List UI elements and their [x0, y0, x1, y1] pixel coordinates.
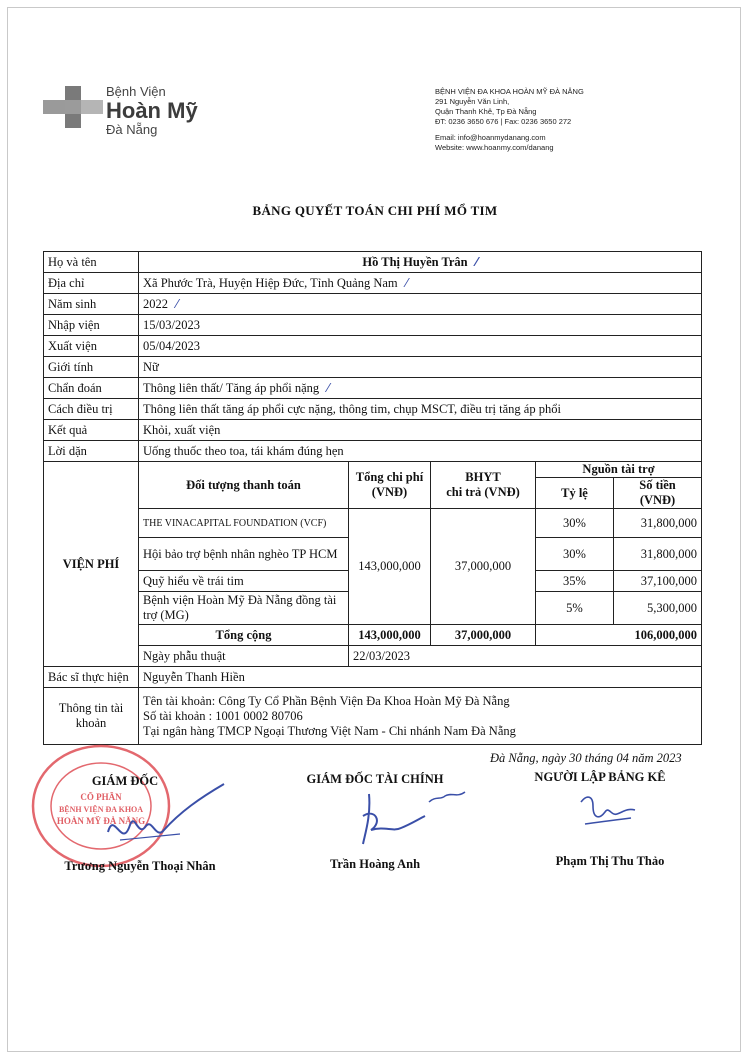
patient-address: Xã Phước Trà, Huyện Hiệp Đức, Tỉnh Quảng Nam ⁄ — [139, 273, 702, 294]
patient-advice: Uống thuốc theo toa, tái khám đúng hẹn — [139, 441, 702, 462]
logo-text: Bệnh Viện Hoàn Mỹ Đà Nẵng — [106, 84, 198, 137]
document-title: BẢNG QUYẾT TOÁN CHI PHÍ MỔ TIM — [252, 203, 498, 218]
surgery-doctor: Nguyễn Thanh Hiền — [139, 667, 702, 688]
patient-treatment: Thông liên thất tăng áp phổi cực nặng, thông tim, chụp MSCT, điều trị tăng áp phổi — [139, 399, 702, 420]
director-name: Trương Nguyễn Thoại Nhân — [64, 859, 216, 873]
address-line-2: Quận Thanh Khê, Tp Đà Nẵng — [435, 107, 537, 116]
fees-total-row: Tổng cộng 143,000,000 37,000,000 106,000,000 — [44, 625, 702, 646]
row-address: Địa chỉ Xã Phước Trà, Huyện Hiệp Đức, Tỉnh Quảng Nam ⁄ — [44, 273, 702, 294]
row-discharge: Xuất viện 05/04/2023 — [44, 336, 702, 357]
account-info — [139, 688, 702, 745]
svg-text:BỆNH VIỆN ĐA KHOA: BỆNH VIỆN ĐA KHOA — [58, 805, 144, 814]
account-name: Tên tài khoản: Công Ty Cổ Phần Bệnh Viện Đa Khoa Hoàn Mỹ Đà Nẵng — [143, 693, 510, 708]
col-total-cost: Tổng chi phí (VNĐ) — [349, 462, 431, 509]
patient-name: Hồ Thị Huyền Trân ⁄ — [139, 252, 702, 273]
cfo-signature-icon — [345, 786, 475, 850]
total-bhyt-sum: 37,000,000 — [431, 625, 536, 646]
row-admit: Nhập viện 15/03/2023 — [44, 315, 702, 336]
fee-row: THE VINACAPITAL FOUNDATION (VCF) 143,000,000 37,000,000 30% 31,800,000 — [44, 509, 702, 538]
fee-row: Hội bảo trợ bệnh nhân nghèo TP HCM 30% 31,800,000 — [44, 538, 702, 571]
address-line-1: 291 Nguyễn Văn Linh, — [435, 97, 510, 106]
surgery-date: 22/03/2023 — [349, 646, 702, 667]
patient-gender: Nữ — [139, 357, 702, 378]
row-treatment: Cách điều trị Thông liên thất tăng áp phổi cực nặng, thông tim, chụp MSCT, điều trị tăng áp phổi — [44, 399, 702, 420]
patient-diagnosis: Thông liên thất/ Tăng áp phổi nặng ⁄ — [139, 378, 702, 399]
col-amount: Số tiền (VNĐ) — [614, 478, 702, 509]
website: Website: www.hoanmy.com/danang — [435, 143, 554, 152]
fee-row: Bệnh viện Hoàn Mỹ Đà Nẵng đồng tài trợ (MG) 5% 5,300,000 — [44, 592, 702, 625]
svg-text:CỔ PHẦN: CỔ PHẦN — [80, 792, 122, 802]
settlement-table — [43, 251, 702, 745]
row-birth: Năm sinh 2022 ⁄ — [44, 294, 702, 315]
email: Email: info@hoanmydanang.com — [435, 133, 546, 142]
bhyt-amount: 37,000,000 — [431, 509, 536, 625]
row-result: Kết quả Khỏi, xuất viện — [44, 420, 702, 441]
preparer-name: Phạm Thị Thu Thảo — [555, 854, 665, 868]
svg-text:HOÀN MỸ ĐÀ NẴNG: HOÀN MỸ ĐÀ NẴNG — [56, 816, 146, 826]
patient-discharge: 05/04/2023 — [139, 336, 702, 357]
col-payer: Đối tượng thanh toán — [139, 462, 349, 509]
row-diagnosis: Chẩn đoán Thông liên thất/ Tăng áp phổi nặng ⁄ — [44, 378, 702, 399]
account-label: Thông tin tài khoản — [44, 688, 139, 745]
hospital-contact-info — [435, 87, 584, 153]
cfo-title: GIÁM ĐỐC TÀI CHÍNH — [306, 772, 444, 786]
total-amount-sum: 106,000,000 — [536, 625, 702, 646]
col-rate: Tỷ lệ — [536, 478, 614, 509]
hospital-logo-icon — [43, 86, 103, 128]
row-account — [44, 688, 702, 745]
director-signature-icon — [100, 780, 230, 850]
account-bank: Tại ngân hàng TMCP Ngoại Thương Việt Nam - Chi nhánh Nam Đà Nẵng — [143, 723, 516, 738]
place-date: Đà Nẵng, ngày 30 tháng 04 năm 2023 — [490, 751, 682, 765]
cfo-name: Trần Hoàng Anh — [329, 857, 421, 871]
patient-birth: 2022 ⁄ — [139, 294, 702, 315]
row-gender: Giới tính Nữ — [44, 357, 702, 378]
label-name: Họ và tên — [44, 252, 139, 273]
col-bhyt: BHYT chi trả (VNĐ) — [431, 462, 536, 509]
total-cost: 143,000,000 — [349, 509, 431, 625]
preparer-signature-icon — [575, 790, 655, 830]
row-advice: Lời dặn Uống thuốc theo toa, tái khám đúng hẹn — [44, 441, 702, 462]
row-name — [44, 252, 702, 273]
fee-row: Quỹ hiểu về trái tim 35% 37,100,000 — [44, 571, 702, 592]
phone-fax: ĐT: 0236 3650 676 | Fax: 0236 3650 272 — [435, 117, 572, 126]
patient-admit: 15/03/2023 — [139, 315, 702, 336]
account-number: Số tài khoản : 1001 0002 80706 — [143, 708, 303, 723]
fees-section-label: VIỆN PHÍ — [44, 462, 139, 667]
hospital-name: BỆNH VIỆN ĐA KHOA HOÀN MỸ ĐÀ NẴNG — [435, 87, 584, 96]
total-cost-sum: 143,000,000 — [349, 625, 431, 646]
row-surgery-date: Ngày phẫu thuật 22/03/2023 — [44, 646, 702, 667]
preparer-title: NGƯỜI LẬP BẢNG KÊ — [534, 770, 666, 784]
row-doctor: Bác sĩ thực hiện Nguyễn Thanh Hiền — [44, 667, 702, 688]
director-title: GIÁM ĐỐC — [91, 774, 159, 788]
fees-header-row-1 — [44, 462, 702, 478]
col-sources: Nguồn tài trợ — [536, 462, 702, 478]
patient-result: Khỏi, xuất viện — [139, 420, 702, 441]
